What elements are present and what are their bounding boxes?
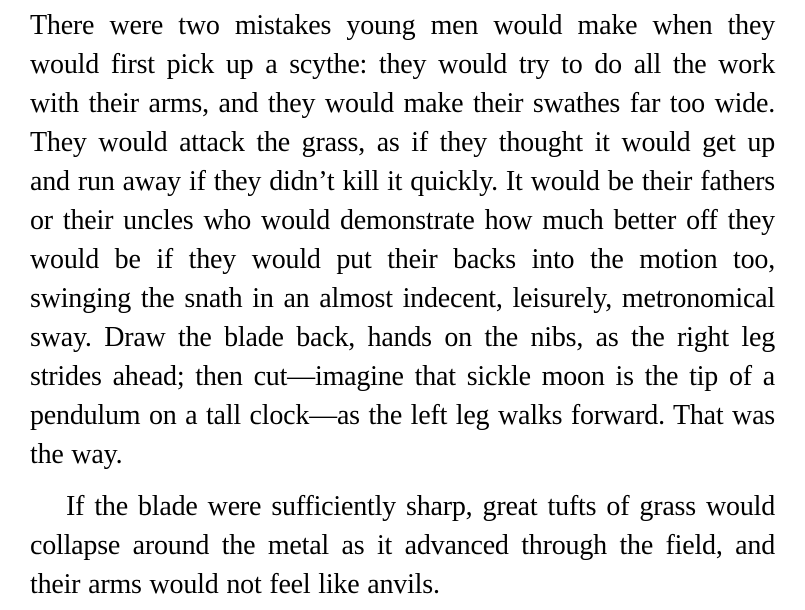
paragraph: If the blade were sufficiently sharp, great tufts of grass would collapse around the metal as it advanced through the field, and their arms would not feel like anvils. bbox=[30, 491, 775, 600]
paragraph: There were two mistakes young men would make when they would first pick up a scythe: they would try to do all the work with their arms, and they would make their swathes far too wide. They would attack the grass, as if they thought it would get up and run away if they didn’t kill it quickly. It would be their fathers or their uncles who would demonstrate how much better off they would be if they would put their backs into the motion too, swinging the snath in an almost indecent, leisurely, metronomical sway. Draw the blade back, hands on the nibs, as the right leg strides ahead; then cut—imagine that sickle moon is the tip of a pendulum on a tall clock—as the left leg walks forward. That was the way. bbox=[30, 10, 775, 470]
